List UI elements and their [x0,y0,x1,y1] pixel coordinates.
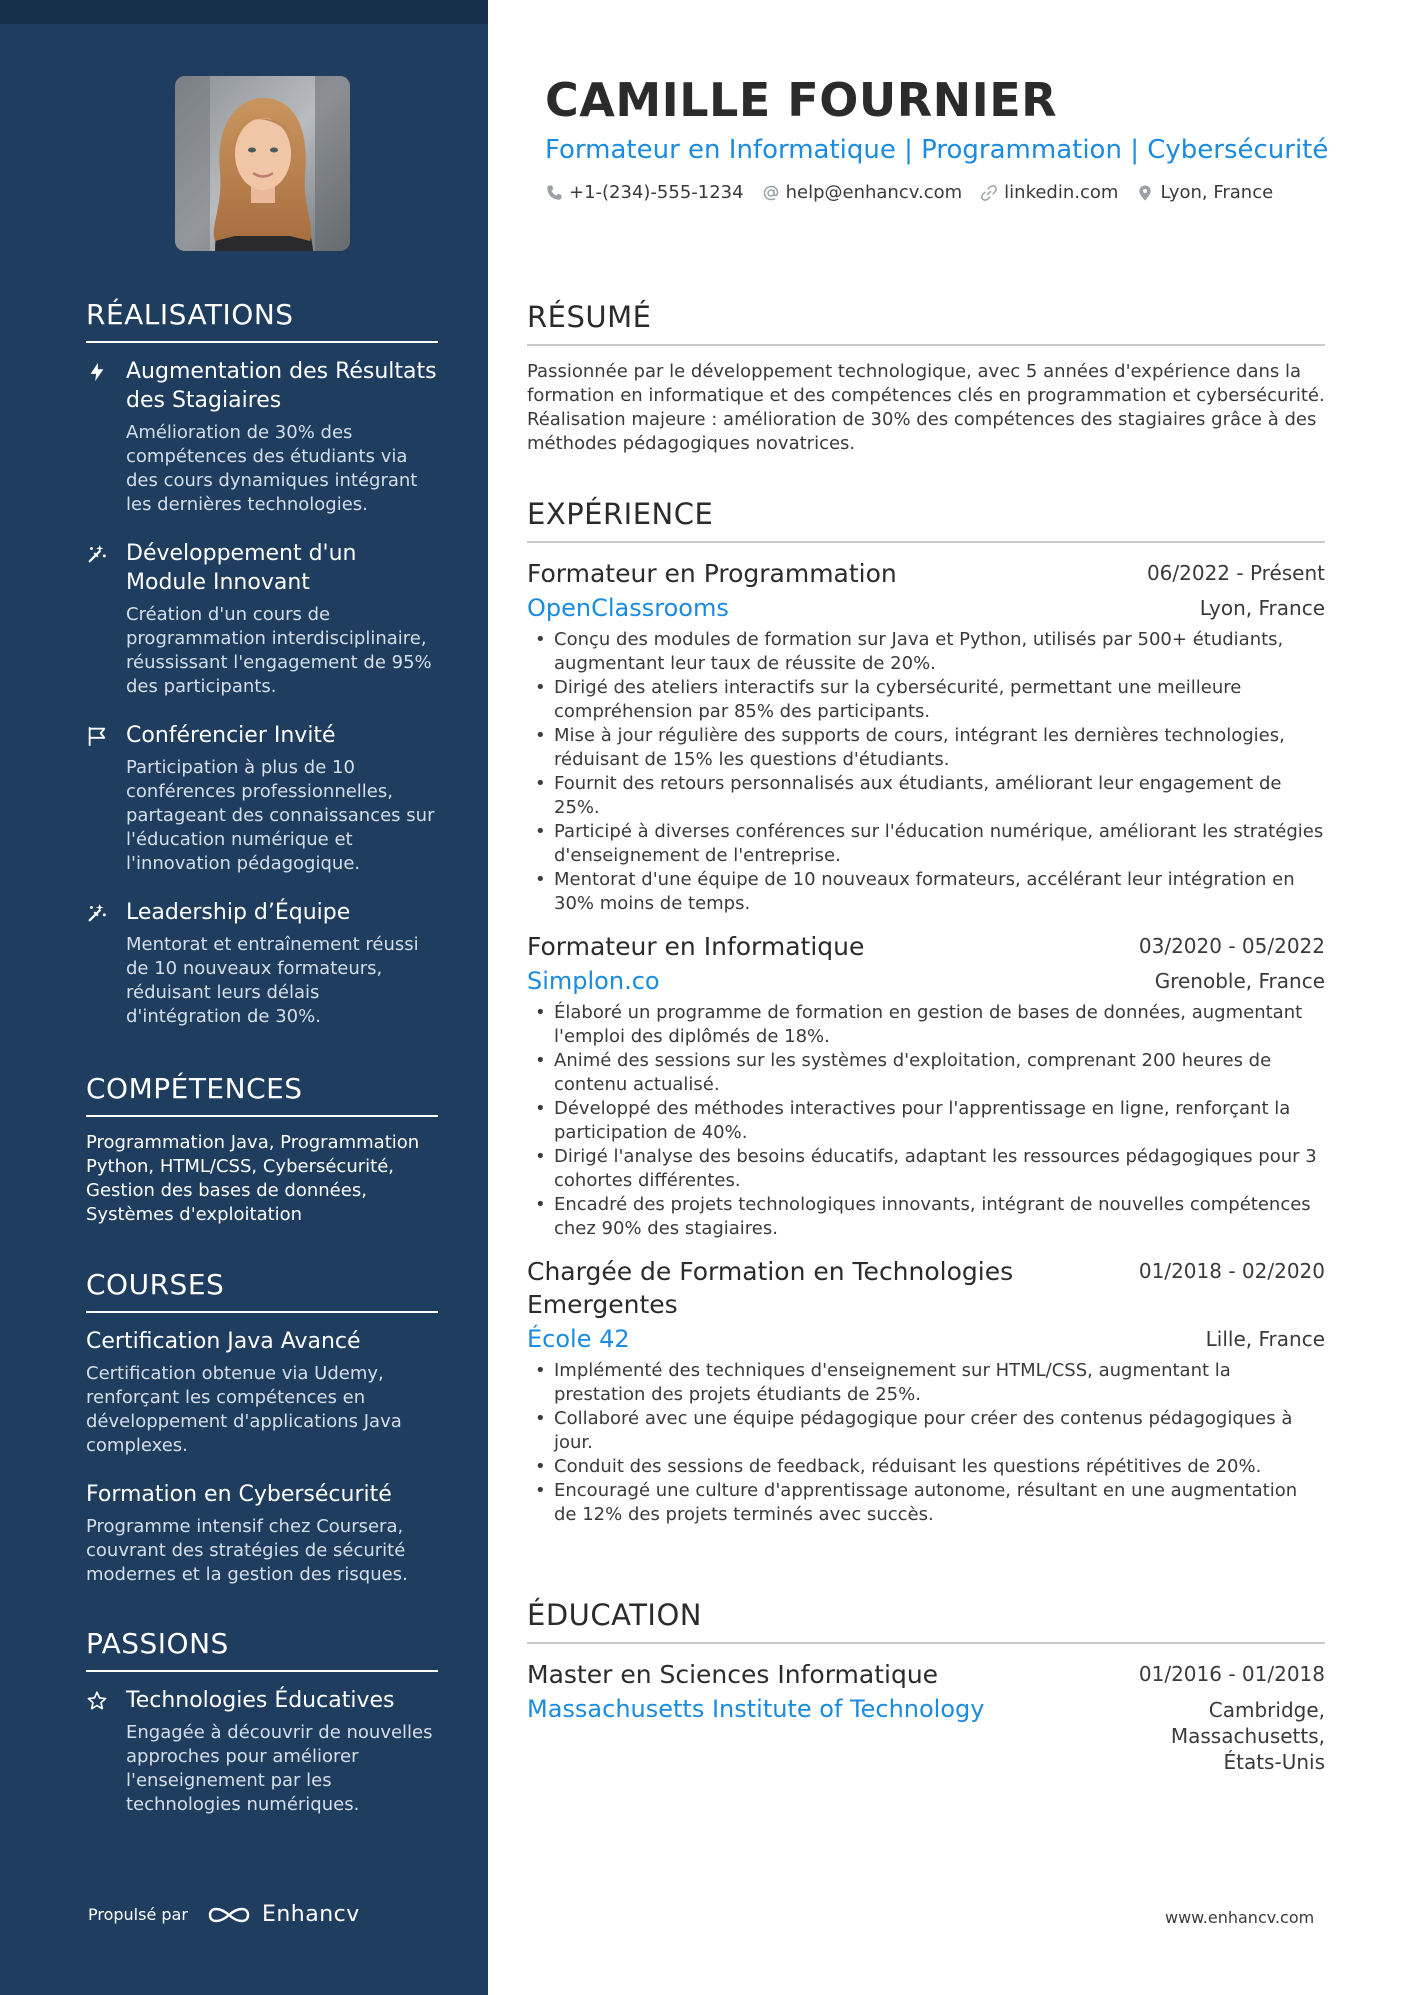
course-title: Certification Java Avancé [86,1329,361,1354]
job-entry [527,1255,1325,1527]
education-date: 01/2016 - 01/2018 [1138,1662,1325,1686]
job-title: Formateur en Programmation [527,559,897,588]
enhancv-logo-icon [206,1903,252,1927]
company-name[interactable]: École 42 [527,1325,630,1353]
contact-phone[interactable] [545,182,744,203]
course-title: Formation en Cybersécurité [86,1482,392,1507]
summary-title: RÉSUMÉ [527,300,1325,346]
profile-photo [175,76,350,251]
bullet-item: • Collaboré avec une équipe pédagogique pour créer des contenus pédagogiques à jour. [527,1407,1325,1455]
job-date: 06/2022 - Présent [1146,561,1325,585]
magic-wand-icon [86,902,108,924]
flag-icon [86,725,108,747]
education-location-line: États-Unis [1223,1750,1325,1774]
achievement-item [86,898,438,1029]
bullet-item: • Dirigé l'analyse des besoins éducatifs, adaptant les ressources pédagogiques pour 3 cohortes différentes. [527,1145,1325,1193]
achievement-item [86,721,438,876]
job-title: Chargée de Formation en Technologies Emergentes [527,1257,1014,1319]
skills-section [86,1072,438,1227]
sidebar [0,0,488,1995]
achievement-desc: Participation à plus de 10 conférences professionnelles, partageant des connaissances sur l'éducation numérique et l'innovation pédagogique. [126,757,435,874]
bullet-item: • Implémenté des techniques d'enseignement sur HTML/CSS, augmentant la prestation des projets étudiants de 25%. [527,1359,1325,1407]
email-text: help@enhancv.com [785,182,963,203]
education-section [527,1598,1325,1775]
contact-location [1136,182,1273,203]
powered-by [88,1902,360,1927]
bullet-item: • Animé des sessions sur les systèmes d'exploitation, comprenant 200 heures de contenu actualisé. [527,1049,1325,1097]
education-location-line: Cambridge, [1208,1698,1325,1722]
achievement-item [86,357,438,517]
achievement-title: Développement d'un Module Innovant [126,541,357,595]
job-entry [527,557,1325,916]
star-icon [86,1690,108,1712]
company-name[interactable]: OpenClassrooms [527,594,729,622]
job-location: Lyon, France [1199,596,1325,620]
experience-title: EXPÉRIENCE [527,497,1325,543]
job-location: Lille, France [1205,1327,1325,1351]
passions-section [86,1627,438,1839]
location-pin-icon [1136,184,1154,202]
bullet-item: • Encouragé une culture d'apprentissage autonome, résultant en une augmentation de 12% des projets terminés avec succès. [527,1479,1325,1527]
achievement-title: Augmentation des Résultats des Stagiaires [126,359,437,413]
passion-desc: Engagée à découvrir de nouvelles approches pour améliorer l'enseignement par les technologies numériques. [126,1722,433,1815]
job-bullets [527,628,1325,916]
bullet-item: • Fournit des retours personnalisés aux étudiants, améliorant leur engagement de 25%. [527,772,1325,820]
linkedin-text: linkedin.com [1004,182,1119,203]
powered-label: Propulsé par [88,1905,188,1924]
summary-section [527,300,1325,456]
job-date: 01/2018 - 02/2020 [1138,1259,1325,1283]
contact-row [545,182,1335,203]
brand-name: Enhancv [261,1902,360,1927]
phone-icon [545,184,563,202]
skills-title: COMPÉTENCES [86,1072,438,1117]
contact-linkedin[interactable] [980,182,1118,203]
bullet-item: • Dirigé des ateliers interactifs sur la cybersécurité, permettant une meilleure compréhension par 85% des participants. [527,676,1325,724]
bolt-icon [86,361,108,383]
course-desc: Certification obtenue via Udemy, renforçant les compétences en développement d'applications Java complexes. [86,1363,402,1456]
person-role: Formateur en Informatique | Programmation | Cybersécurité [545,135,1329,165]
course-item [86,1327,438,1458]
bullet-item: • Développé des méthodes interactives pour l'apprentissage en ligne, renforçant la participation de 40%. [527,1097,1325,1145]
location-text: Lyon, France [1160,182,1274,203]
course-item [86,1480,438,1587]
school-name[interactable]: Massachusetts Institute of Technology [527,1695,985,1723]
degree-title: Master en Sciences Informatique [527,1660,939,1689]
achievements-section [86,298,438,1051]
job-entry [527,930,1325,1241]
passions-title: PASSIONS [86,1627,438,1672]
passion-item [86,1686,438,1817]
courses-title: COURSES [86,1268,438,1313]
education-location-line: Massachusetts, [1170,1724,1325,1748]
summary-text: Passionnée par le développement technologique, avec 5 années d'expérience dans la formation en informatique et des compétences clés en programmation et cybersécurité. Réalisation majeure : amélioration de 30% des compétences des stagiaires grâce à des méthodes pédagogiques novatrices. [527,361,1325,454]
bullet-item: • Participé à diverses conférences sur l'éducation numérique, améliorant les stratégies d'enseignement de l'entreprise. [527,820,1325,868]
passion-title: Technologies Éducatives [126,1688,395,1713]
achievement-title: Conférencier Invité [126,723,336,748]
job-title: Formateur en Informatique [527,932,865,961]
contact-email[interactable] [762,182,963,203]
job-location: Grenoble, France [1154,969,1325,993]
education-location [1171,1697,1325,1775]
skills-list: Programmation Java, Programmation Python, HTML/CSS, Cybersécurité, Gestion des bases de données, Systèmes d'exploitation [86,1132,420,1225]
bullet-item: • Encadré des projets technologiques innovants, intégrant de nouvelles compétences chez 90% des stagiaires. [527,1193,1325,1241]
brand-logo[interactable] [206,1902,360,1927]
course-desc: Programme intensif chez Coursera, couvrant des stratégies de sécurité modernes et la gestion des risques. [86,1516,408,1585]
experience-section [527,497,1325,1541]
achievement-desc: Amélioration de 30% des compétences des étudiants via des cours dynamiques intégrant les dernières technologies. [126,422,418,515]
sidebar-top-band [0,0,488,24]
job-bullets [527,1001,1325,1241]
magic-wand-icon [86,543,108,565]
resume-header [545,70,1335,203]
person-name: CAMILLE FOURNIER [545,73,1058,127]
footer-url[interactable]: www.enhancv.com [1165,1908,1315,1927]
company-name[interactable]: Simplon.co [527,967,660,995]
job-date: 03/2020 - 05/2022 [1138,934,1325,958]
job-bullets [527,1359,1325,1527]
phone-text: +1-(234)-555-1234 [569,182,744,203]
link-icon [980,184,998,202]
courses-section [86,1268,438,1609]
achievement-desc: Création d'un cours de programmation interdisciplinaire, réussissant l'engagement de 95% des participants. [126,604,432,697]
achievement-desc: Mentorat et entraînement réussi de 10 nouveaux formateurs, réduisant leurs délais d'intégration de 30%. [126,934,419,1027]
bullet-item: • Mentorat d'une équipe de 10 nouveaux formateurs, accélérant leur intégration en 30% moins de temps. [527,868,1325,916]
bullet-item: • Conçu des modules de formation sur Java et Python, utilisés par 500+ étudiants, augmentant leur taux de réussite de 20%. [527,628,1325,676]
at-icon [762,184,780,202]
achievement-item [86,539,438,699]
bullet-item: • Mise à jour régulière des supports de cours, intégrant les dernières technologies, réduisant de 15% les questions d'étudiants. [527,724,1325,772]
education-title: ÉDUCATION [527,1598,1325,1644]
achievements-title: RÉALISATIONS [86,298,438,343]
achievement-title: Leadership d’Équipe [126,900,351,925]
bullet-item: • Conduit des sessions de feedback, réduisant les questions répétitives de 20%. [527,1455,1325,1479]
bullet-item: • Élaboré un programme de formation en gestion de bases de données, augmentant l'emploi des diplômés de 18%. [527,1001,1325,1049]
